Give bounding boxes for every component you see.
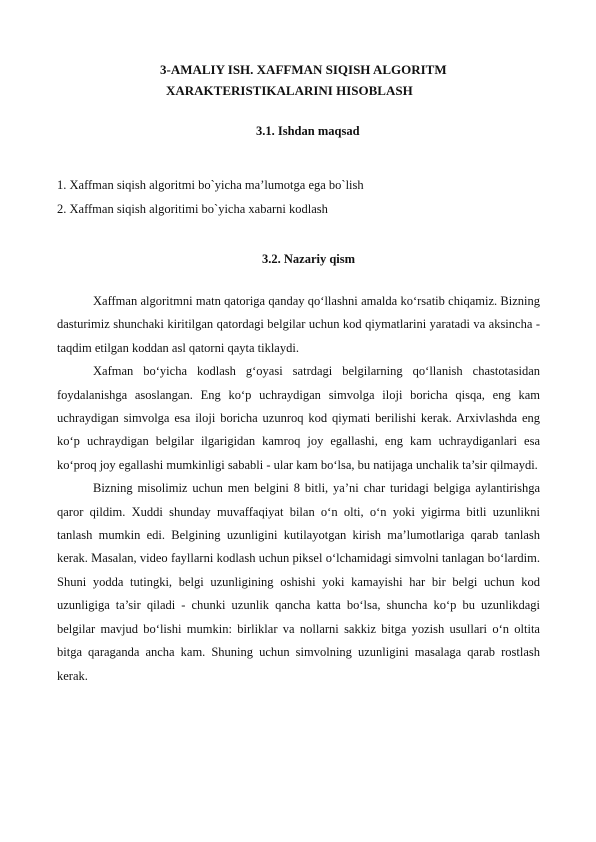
paragraph-1: Xaffman algoritmni matn qatoriga qanday qo‘llashni amalda ko‘rsatib chiqamiz. Bizning dasturimiz shunchaki kiritilgan qatordagi belgilar uchun kod qiymatlarini yaratadi va aksincha - taqdim etilgan koddan asl qatorni qayta tiklaydi.: [57, 294, 540, 355]
theory-body: [57, 290, 540, 688]
document-title-line-1: 3-AMALIY ISH. XAFFMAN SIQISH ALGORITM: [160, 62, 447, 77]
paragraph-2: Xafman bo‘yicha kodlash g‘oyasi satrdagi belgilarning qo‘llanish chastotasidan foydalanishga asoslangan. Eng ko‘p uchraydigan simvolga iloji boricha qisqa, eng kam uchraydigan simvolga esa iloji boricha uzunroq kod qiymati berilishi kerak. Arxivlashda eng ko‘p uchraydigan belgilar ilgarigidan kamroq joy egallashi, eng kam uchraydiganlari esa ko‘proq joy egallashi mumkinligi sababli - ular kam bo‘lsa, bu natijaga unchalik ta’sir qilmaydi.: [57, 364, 540, 472]
paragraph-3: Bizning misolimiz uchun men belgini 8 bitli, ya’ni char turidagi belgiga aylantirishga qaror qildim. Xuddi shunday muvaffaqiyat bilan o‘n olti, o‘n yoki yigirma bitli uzunlikni tanlash mumkin edi. Belgining uzunligini kutilayotgan kirish ma’lumotlariga qarab tanlash kerak. Masalan, video fayllarni kodlash uchun piksel o‘lchamidagi simvolni tanlagan bo‘lardim. Shuni yodda tutingki, belgi uzunligining oshishi yoki kamayishi har bir belgi uchun kod uzunligiga ta’sir qiladi - chunki uzunlik qancha katta bo‘lsa, shuncha ko‘p bu uzunlikdagi belgilar mavjud bo‘lishi mumkin: birliklar va nollarni sakkiz bitga yozish usullari o‘n oltita bitga qaraganda ancha kam. Shuning uchun simvolning uzunligini masalaga qarab rostlash kerak.: [57, 481, 540, 683]
goal-item-2: 2. Xaffman siqish algoritimi bo`yicha xabarni kodlash: [57, 202, 328, 216]
document-title-line-2: XARAKTERISTIKALARINI HISOBLASH: [166, 83, 413, 98]
section-heading-theory: 3.2. Nazariy qism: [262, 252, 356, 266]
section-heading-goal: 3.1. Ishdan maqsad: [256, 124, 360, 138]
goal-item-1: 1. Xaffman siqish algoritmi bo`yicha ma’lumotga ega bo`lish: [57, 178, 364, 192]
